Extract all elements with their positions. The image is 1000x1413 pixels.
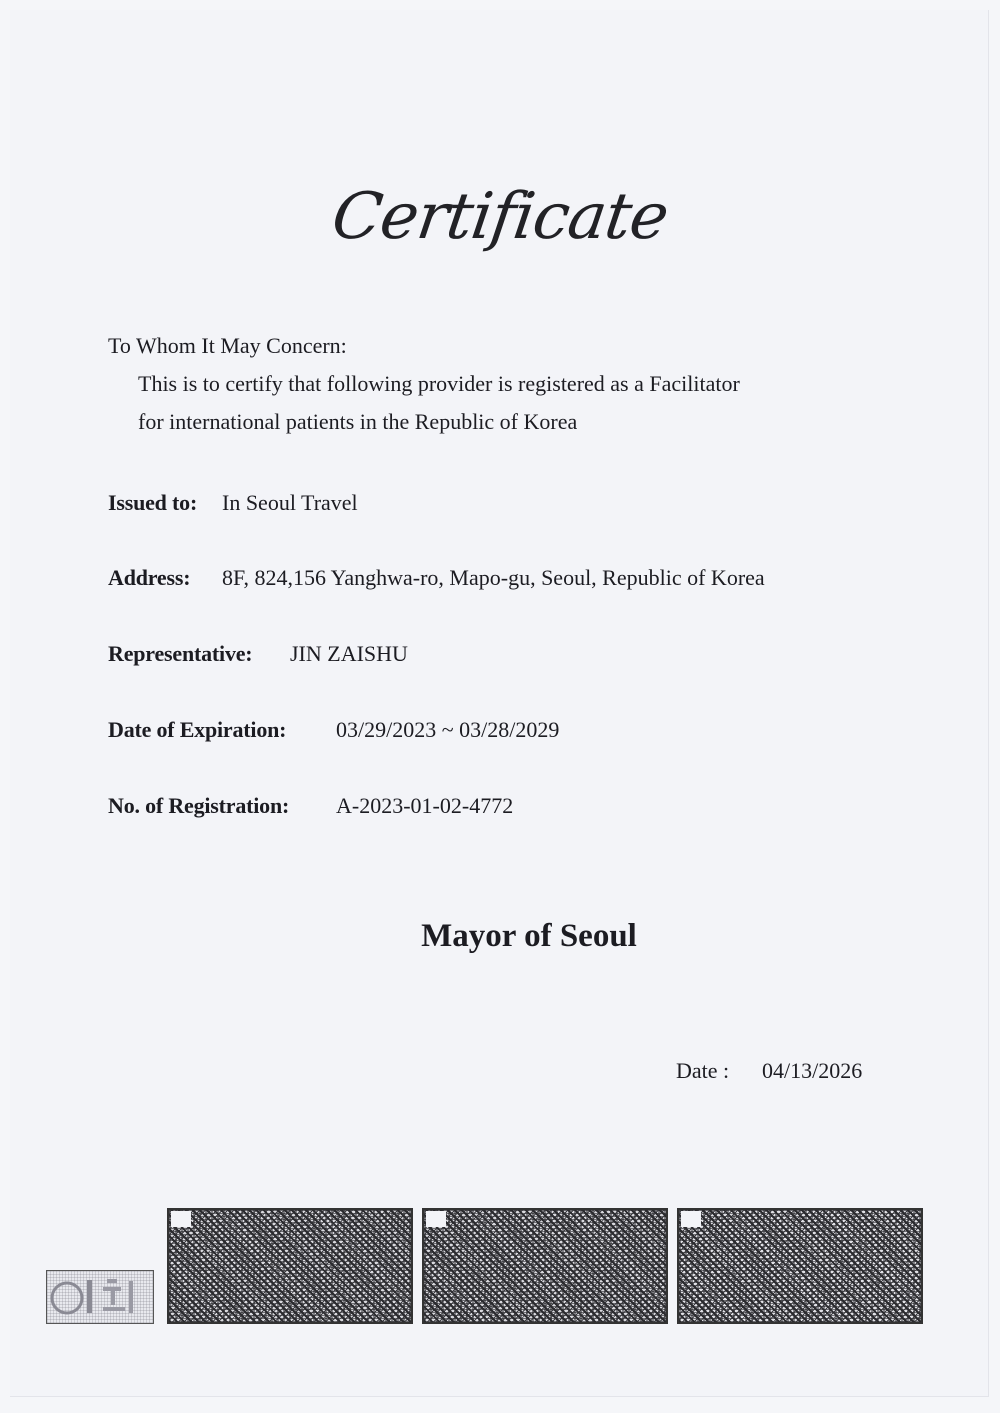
- stamp-glyph-icon: [47, 1271, 153, 1323]
- expiration-value: 03/29/2023 ~ 03/28/2029: [336, 717, 560, 742]
- certification-statement-line-2: for international patients in the Republic of Korea: [138, 409, 578, 434]
- greeting: To Whom It May Concern:: [108, 333, 347, 358]
- certificate-title: Certificate: [327, 180, 673, 254]
- 2d-barcode-icon: [677, 1208, 923, 1324]
- registration-label: No. of Registration:: [108, 793, 290, 818]
- 2d-barcode-icon: [422, 1208, 668, 1324]
- registration-value: A-2023-01-02-4772: [336, 793, 514, 818]
- 2d-barcode-icon: [167, 1208, 413, 1324]
- representative-value: JIN ZAISHU: [290, 641, 408, 666]
- certification-statement-line-1: This is to certify that following provider is registered as a Facilitator: [138, 371, 740, 396]
- barcode-corner-mark: [171, 1211, 191, 1227]
- barcode-corner-mark: [681, 1211, 701, 1227]
- address-value: 8F, 824,156 Yanghwa-ro, Mapo-gu, Seoul, Republic of Korea: [222, 565, 765, 590]
- barcode-corner-mark: [426, 1211, 446, 1227]
- address-label: Address:: [108, 565, 191, 590]
- issued-to-value: In Seoul Travel: [222, 490, 358, 515]
- issue-date-value: 04/13/2026: [762, 1058, 863, 1083]
- issuer-name: Mayor of Seoul: [421, 918, 637, 954]
- issue-date-label: Date :: [676, 1058, 730, 1083]
- authentication-stamp-icon: [46, 1270, 154, 1324]
- expiration-label: Date of Expiration:: [108, 717, 287, 742]
- issued-to-label: Issued to:: [108, 490, 198, 515]
- representative-label: Representative:: [108, 641, 253, 666]
